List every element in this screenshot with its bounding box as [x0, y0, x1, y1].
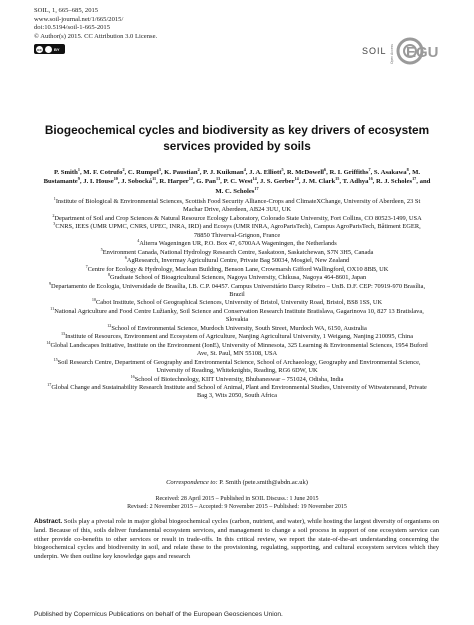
publisher-footer: Published by Copernicus Publications on behalf of the European Geosciences Union. — [34, 611, 283, 618]
affiliation-item — [46, 299, 428, 307]
affiliation-number: 10 — [91, 297, 97, 303]
affiliation-number: 13 — [60, 331, 66, 337]
affiliation-number: 11 — [50, 305, 55, 311]
abstract — [34, 518, 439, 562]
affiliation-text: Global Change and Sustainability Research Institute and School of Animal, Plant and Environmental Studies, University of Witwatersrand, Private Bag 3, Wits 2050, South Africa — [51, 383, 427, 400]
affiliation-text: National Agriculture and Food Centre Lužianky, Soil Science and Conservation Research Institute Bratislava, Gagarinova 10, 827 13 Bratislava, Slovakia — [54, 307, 424, 324]
affiliation-number: 4 — [137, 238, 140, 244]
affiliation-number: 6 — [124, 255, 127, 261]
affiliation-text: School of Biotechnology, KIIT University, Bhubaneswar – 751024, Odisha, India — [134, 375, 344, 383]
affiliation-text: Department of Soil and Crop Sciences & Natural Resource Ecology Laboratory, Colorado State University, Fort Collins, CO 80523-1499, USA — [54, 214, 422, 222]
affiliation-item — [46, 240, 428, 248]
dates-line-2: Revised: 2 November 2015 – Accepted: 9 November 2015 – Published: 19 November 2015 — [127, 504, 347, 511]
affiliation-text: Alterra Wageningen UR, P.O. Box 47, 6700AA Wageningen, the Netherlands — [139, 240, 337, 248]
egu-logo-icon — [396, 36, 440, 66]
cc-license-badge[interactable] — [34, 44, 65, 54]
affiliation-number: 17 — [47, 381, 52, 387]
affiliation-item — [46, 373, 428, 384]
affiliation-text: Soil Research Centre, Department of Geography and Environmental Science, School of Archaeology, Geography and Environmental Science, University of Reading, Whiteknights, Reading, RG6 6DW, UK — [57, 358, 421, 375]
correspondence-contact[interactable]: P. Smith (pete.smith@abdn.ac.uk) — [219, 479, 308, 486]
affiliation-text: AgResearch, Invermay Agricultural Centre, Private Bag 50034, Mosgiel, New Zealand — [126, 257, 350, 265]
affiliation-text: Institute of Biological & Environmental Sciences, Scottish Food Security Alliance-Crops and ClimateXChange, University of Aberdeen, 23 St Machar Drive, Aberdeen, AB24 3UU, UK — [55, 198, 421, 214]
affiliation-text: CNRS, IEES (UMR UPMC, CNRS, UPEC, INRA, IRD) and Ecosys (UMR INRA, AgroParisTech), Campus AgroParisTech, Bâtiment EGER, 78850 Thiverval-Grignon, France — [55, 223, 421, 239]
affiliation-item — [46, 381, 428, 401]
affiliation-text: Centre for Ecology & Hydrology, Maclean Building, Benson Lane, Crowmarsh Gifford Wallingford, OX10 8BB, UK — [87, 265, 389, 273]
affiliation-text: School of Environmental Science, Murdoch University, South Street, Murdoch WA, 6150, Australia — [111, 324, 367, 332]
person-icon — [45, 46, 52, 53]
journal-logo — [362, 36, 440, 66]
affiliation-item — [46, 195, 428, 215]
affiliation-number: 8 — [107, 271, 110, 277]
affiliation-number: 14 — [46, 339, 51, 345]
affiliation-text: Institute of Resources, Environment and Ecosystem of Agriculture, Nanjing Agricultural University, 1 Weigang, Nanjing 210095, China — [65, 333, 414, 341]
correspondence — [40, 479, 434, 486]
journal-url[interactable]: www.soil-journal.net/1/665/2015/ — [34, 15, 124, 23]
cc-icon: cc — [37, 46, 42, 52]
article-title: Biogeochemical cycles and biodiversity as key drivers of ecosystem services provided by soils — [44, 123, 430, 153]
journal-name: SOIL — [362, 46, 387, 56]
abstract-label: Abstract. — [34, 518, 63, 525]
affiliation-item — [46, 271, 428, 282]
affiliation-number: 9 — [48, 280, 51, 286]
affiliation-text: Graduate School of Bioagricultural Sciences, Nagoya University, Chikusa, Nagoya 464-8601, Japan — [109, 274, 367, 282]
affiliation-number: 7 — [85, 263, 88, 269]
open-access-label: Open Access — [389, 44, 394, 64]
by-label: BY — [54, 46, 60, 52]
affiliation-item — [46, 223, 428, 240]
dates-line-1: Received: 28 April 2015 – Published in SOIL Discuss.: 1 June 2015 — [155, 496, 319, 502]
egu-logo-text: EGU — [405, 44, 439, 61]
affiliation-number: 5 — [100, 246, 103, 252]
affiliation-item — [46, 305, 428, 325]
publication-dates — [40, 495, 434, 511]
affiliation-number: 1 — [53, 195, 56, 201]
author-list: P. Smith$^1$, M. F. Cotrufo$^2$, C. Rumpel$^3$, K. Paustian$^2$, P. J. Kuikman$^4$, J. A. Elliott$^5$, R. McDowell$^6$, R. I. Griffiths$^7$, S. Asakawa$^8$, M. Bustamante$^9$, J. I. House$^{10}$, J. Sobocká$^{11}$, R. Harper$^{12}$, G. Pan$^{13}$, P. C. West$^{14}$, J. S. Gerber$^{14}$, J. M. Clark$^{15}$, T. Adhya$^{16}$, R. J. Scholes$^{17}$, and M. C. Scholes$^{17}$ — [43, 166, 431, 195]
license-line: © Author(s) 2015. CC Attribution 3.0 License. — [34, 32, 158, 40]
affiliation-number: 12 — [107, 322, 112, 328]
affiliation-number: 2 — [52, 212, 55, 218]
affiliation-item — [46, 257, 428, 265]
affiliation-text: Global Landscapes Initiative, Institute on the Environment (IonE), University of Minnesota, 325 Learning & Environmental Sciences, 1954 Buford Ave, St. Paul, MN 55108, USA — [50, 341, 428, 358]
affiliation-list — [46, 195, 428, 401]
affiliation-item — [46, 322, 428, 333]
affiliation-item — [46, 339, 428, 362]
affiliation-text: Departamento de Ecologia, Universidade de Brasília, I.B. C.P. 04457. Campus Universitário Darcy Ribeiro – UnB. D.F. CEP: 70919-970 Brasília, Brazil — [50, 282, 426, 298]
affiliation-number: 3 — [53, 221, 56, 227]
affiliation-item — [46, 263, 428, 274]
citation-line: SOIL, 1, 665–685, 2015 — [34, 7, 99, 14]
affiliation-text: Cabot Institute, School of Geographical Sciences, University of Bristol, University Road, Bristol, BS8 1SS, UK — [96, 299, 383, 307]
doi-line[interactable]: doi:10.5194/soil-1-665-2015 — [34, 24, 111, 32]
abstract-text: Soils play a pivotal role in major global biogeochemical cycles (carbon, nutrient, and water), while hosting the largest diversity of organisms on land. Because of this, soils deliver fundamental ecosystem services, and management to change a soil process in support of one ecosystem service can either provide co-benefits to other services or result in trade-offs. In this critical review, we report the state-of-the-art understanding concerning the biogeochemical cycles and biodiversity in soil, and relate these to the provisioning, regulating, supporting, and cultural ecosystem services which they underpin. We then outline key knowledge gaps and research — [34, 518, 440, 561]
affiliation-item — [46, 333, 428, 341]
affiliation-number: 16 — [130, 373, 135, 379]
affiliation-number: 15 — [53, 356, 58, 362]
affiliation-text: Environment Canada, National Hydrology Research Centre, Saskatoon, Saskatchewan, S7N 3H5, Canada — [102, 248, 374, 256]
correspondence-label: Correspondence to: — [166, 479, 218, 486]
affiliation-item — [46, 246, 428, 257]
journal-header — [34, 7, 157, 41]
